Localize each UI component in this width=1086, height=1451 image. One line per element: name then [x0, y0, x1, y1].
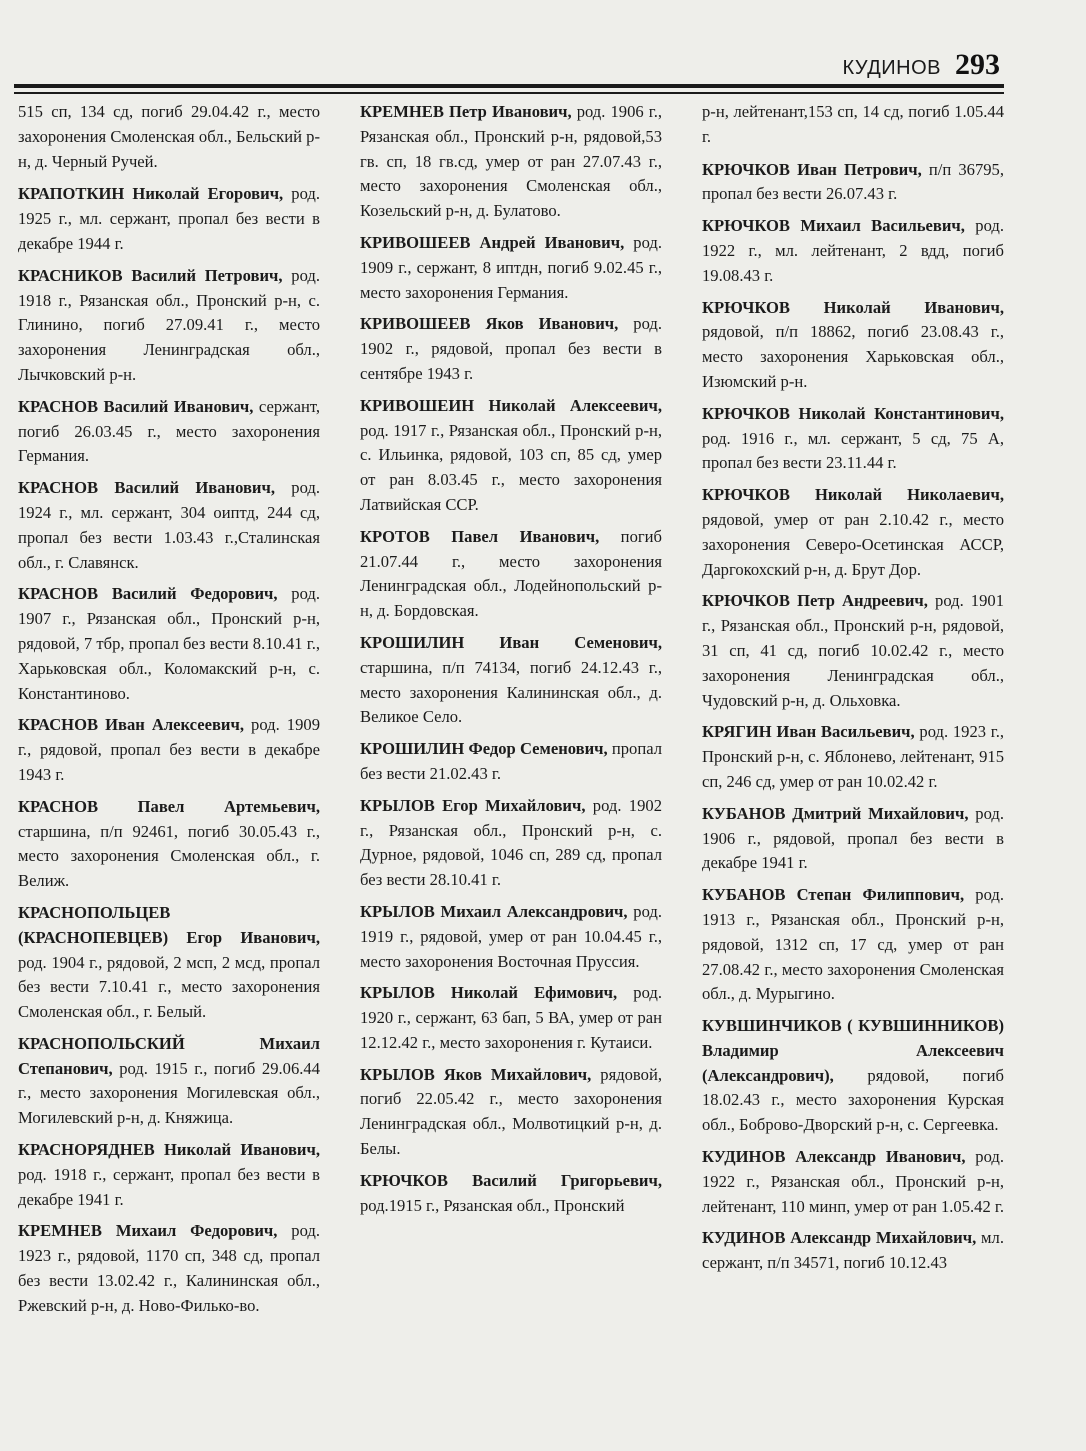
record-entry	[702, 402, 1004, 476]
record-details: род. 1923 г., рядовой, 1170 сп, 348 сд, пропал без вести 13.02.42 г., Калининская обл., Ржевский р-н, д. Ново-Филько-во.	[18, 1221, 320, 1315]
record-details: пропал без вести 21.02.43 г.	[360, 739, 663, 783]
record-details: род. 1925 г., мл. сержант, пропал без вести в декабре 1944 г.	[18, 184, 320, 253]
record-entry	[360, 900, 662, 974]
record-name: КРЮЧКОВ Михаил Васильевич,	[702, 216, 965, 236]
record-details: род. 1920 г., сержант, 63 бап, 5 ВА, умер от ран 12.12.42 г., место захоронения г. Кутаиси.	[360, 983, 663, 1052]
record-entry	[18, 713, 320, 787]
running-head-name: КУДИНОВ	[842, 57, 941, 79]
record-name: КРАСНОПОЛЬСКИЙ Михаил Степанович,	[18, 1033, 320, 1078]
record-details: род. 1916 г., мл. сержант, 5 сд, 75 А, пропал без вести 23.11.44 г.	[702, 428, 1004, 473]
record-name: КРОТОВ Павел Иванович,	[360, 526, 600, 546]
record-entry	[360, 794, 662, 893]
record-entry	[18, 582, 320, 706]
record-details: 515 сп, 134 сд, погиб 29.04.42 г., место захоронения Смоленская обл., Бельский р-н, д. Черный Ручей.	[18, 102, 320, 171]
record-entry	[702, 296, 1004, 395]
record-name: КРЮЧКОВ Николай Константинович,	[702, 403, 1004, 423]
record-entry	[702, 589, 1004, 713]
record-name: КРАСНОВ Василий Иванович,	[18, 396, 254, 416]
text-columns	[18, 100, 1006, 1430]
record-details: род. 1902 г., рядовой, пропал без вести в сентябре 1943 г.	[360, 314, 662, 383]
record-entry	[18, 901, 320, 1025]
column-3	[702, 100, 1004, 1430]
record-name: КРАСНОПОЛЬЦЕВ (КРАСНОПЕВЦЕВ) Егор Иванович,	[18, 902, 320, 947]
record-details: р-н, лейтенант,153 сп, 14 сд, погиб 1.05.44 г.	[702, 102, 1004, 146]
record-details: рядовой, п/п 18862, погиб 23.08.43 г., место захоронения Харьковская обл., Изюмский р-н.	[702, 322, 1004, 391]
record-details: род. 1922 г., мл. лейтенант, 2 вдд, погиб 19.08.43 г.	[702, 216, 1004, 285]
record-name: КРИВОШЕЕВ Андрей Иванович,	[360, 232, 625, 252]
record-name: КРАСНОРЯДНЕВ Николай Иванович,	[18, 1140, 320, 1160]
record-details: род. 1907 г., Рязанская обл., Пронский р-н, рядовой, 7 тбр, пропал без вести 8.10.41 г., Харьковская обл., Коломакский р-н, с. Константиново.	[18, 584, 320, 703]
record-details: род. 1918 г., сержант, пропал без вести в декабре 1941 г.	[18, 1164, 320, 1209]
record-entry	[18, 476, 320, 575]
record-details: род. 1917 г., Рязанская обл., Пронский р-н, с. Ильинка, рядовой, 103 сп, 85 сд, умер от ран 8.03.45 г., место захоронения Латвийская ССР.	[360, 420, 662, 514]
record-entry	[702, 720, 1004, 794]
record-entry	[360, 1063, 662, 1162]
record-name: КРОШИЛИН Иван Семенович,	[360, 632, 662, 652]
record-name: КРОШИЛИН Федор Семенович,	[360, 739, 608, 759]
column-1	[18, 100, 320, 1430]
record-details: род. 1906 г., рядовой, пропал без вести в декабре 1941 г.	[702, 803, 1004, 873]
record-entry	[702, 214, 1004, 288]
record-details: погиб 21.07.44 г., место захоронения Ленинградская обл., Лодейнопольский р-н, д. Бордовская.	[360, 526, 662, 621]
record-name: КРАСНОВ Иван Алексеевич,	[18, 715, 245, 735]
record-entry	[702, 883, 1004, 1007]
record-details: род. 1904 г., рядовой, 2 мсп, 2 мсд, пропал без вести 7.10.41 г., место захоронения Смоленская обл., г. Белый.	[18, 952, 320, 1022]
record-details: род. 1924 г., мл. сержант, 304 оиптд, 244 сд, пропал без вести 1.03.43 г.,Сталинская обл., г. Славянск.	[18, 478, 320, 572]
record-details: род. 1901 г., Рязанская обл., Пронский р-н, рядовой, 31 сп, 41 сд, погиб 10.02.42 г., место захоронения Ленинградская обл., Чудовский р-н, д. Ольховка.	[702, 591, 1004, 710]
record-entry	[360, 231, 662, 305]
record-details: род. 1922 г., Рязанская обл., Пронский р-н, лейтенант, 110 минп, умер от ран 1.05.42 г.	[702, 1147, 1005, 1216]
record-entry	[360, 525, 662, 624]
record-entry	[18, 1138, 320, 1212]
record-entry	[18, 1032, 320, 1131]
record-details: сержант, погиб 26.03.45 г., место захоронения Германия.	[18, 396, 320, 466]
record-name: КРЫЛОВ Михаил Александрович,	[360, 901, 628, 921]
record-details: старшина, п/п 92461, погиб 30.05.43 г., место захоронения Смоленская обл., г. Велиж.	[18, 821, 320, 891]
record-details: старшина, п/п 74134, погиб 24.12.43 г., место захоронения Калининская обл., д. Великое Село.	[360, 657, 662, 727]
record-details: п/п 36795, пропал без вести 26.07.43 г.	[702, 159, 1004, 204]
record-name: КУВШИНЧИКОВ ( КУВШИННИКОВ) Владимир Алексеевич (Александрович),	[702, 1016, 1004, 1085]
record-name: КРЮЧКОВ Петр Андреевич,	[702, 591, 928, 611]
record-entry	[360, 981, 662, 1055]
record-details: род. 1909 г., рядовой, пропал без вести в декабре 1943 г.	[18, 715, 320, 784]
record-details: рядовой, погиб 18.02.43 г., место захоронения Курская обл., Боброво-Дворский р-н, с. Сергеевка.	[702, 1065, 1004, 1135]
header-rule-thin	[14, 92, 1004, 94]
record-entry	[360, 312, 662, 386]
record-entry	[702, 1014, 1004, 1138]
record-entry	[360, 631, 662, 730]
record-entry	[18, 182, 320, 256]
record-name: КРЕМНЕВ Михаил Федорович,	[18, 1221, 278, 1241]
record-details: род. 1915 г., погиб 29.06.44 г., место захоронения Могилевская обл., Могилевский р-н, д. Княжица.	[18, 1058, 320, 1128]
running-head	[843, 48, 1000, 82]
record-name: КРАПОТКИН Николай Егорович,	[18, 184, 284, 204]
record-details: род. 1902 г., Рязанская обл., Пронский р-н, с. Дурное, рядовой, 1046 сп, 289 сд, пропал без вести 28.10.41 г.	[360, 795, 662, 890]
record-details: род. 1909 г., сержант, 8 иптдн, погиб 9.02.45 г., место захоронения Германия.	[360, 232, 662, 302]
record-name: КУБАНОВ Дмитрий Михайлович,	[702, 803, 969, 823]
record-name: КРАСНИКОВ Василий Петрович,	[18, 265, 283, 285]
record-name: КУДИНОВ Александр Михайлович,	[702, 1228, 977, 1248]
record-entry	[360, 394, 662, 518]
record-name: КРИВОШЕЕВ Яков Иванович,	[360, 314, 619, 334]
record-entry	[702, 802, 1004, 876]
record-entry	[360, 100, 662, 224]
record-entry	[18, 395, 320, 469]
record-continuation	[702, 100, 1004, 150]
record-name: КУДИНОВ Александр Иванович,	[702, 1147, 966, 1167]
record-name: КРЫЛОВ Николай Ефимович,	[360, 983, 618, 1003]
record-details: рядовой, погиб 22.05.42 г., место захоронения Ленинградская обл., Молвотицкий р-н, д. Белы.	[360, 1064, 662, 1159]
record-name: КРЮЧКОВ Иван Петрович,	[702, 159, 922, 179]
record-name: КРАСНОВ Павел Артемьевич,	[18, 796, 320, 816]
record-details: мл. сержант, п/п 34571, погиб 10.12.43	[702, 1228, 1004, 1273]
record-entry	[18, 264, 320, 388]
record-name: КРЮЧКОВ Николай Иванович,	[702, 297, 1004, 317]
record-details: рядовой, умер от ран 2.10.42 г., место захоронения Северо-Осетинская АССР, Даргокохский р-н, д. Брут Дор.	[702, 509, 1004, 579]
record-details: род. 1918 г., Рязанская обл., Пронский р-н, с. Глинино, погиб 27.09.41 г., место захоронения Ленинградская обл., Лычковский р-н.	[18, 265, 320, 384]
header-rule-thick	[14, 84, 1004, 88]
record-name: КУБАНОВ Степан Филиппович,	[702, 885, 965, 905]
record-details: род. 1923 г., Пронский р-н, с. Яблонево, лейтенант, 915 сп, 246 сд, умер от ран 10.02.42 г.	[702, 722, 1004, 791]
record-name: КРАСНОВ Василий Иванович,	[18, 478, 275, 498]
record-name: КРЯГИН Иван Васильевич,	[702, 722, 915, 742]
record-entry	[702, 1226, 1004, 1276]
record-entry	[18, 795, 320, 894]
record-entry	[360, 737, 662, 787]
record-details: род. 1906 г., Рязанская обл., Пронский р-н, рядовой,53 гв. сп, 18 гв.сд, умер от ран 27.07.43 г., место захоронения Смоленская обл., Козельский р-н, д. Булатово.	[360, 102, 662, 221]
record-details: род. 1913 г., Рязанская обл., Пронский р-н, рядовой, 1312 сп, 17 сд, умер от ран 27.08.42 г., место захоронения Смоленская обл., д. Мурыгино.	[702, 885, 1005, 1004]
record-entry	[702, 158, 1004, 208]
page-number: 293	[955, 48, 1000, 81]
record-continuation	[18, 100, 320, 174]
record-name: КРАСНОВ Василий Федорович,	[18, 584, 278, 604]
column-2	[360, 100, 662, 1430]
record-entry	[18, 1219, 320, 1318]
record-entry	[702, 1145, 1004, 1219]
record-details: род.1915 г., Рязанская обл., Пронский	[360, 1195, 625, 1215]
record-name: КРЫЛОВ Егор Михайлович,	[360, 795, 586, 815]
record-entry	[360, 1169, 662, 1219]
record-name: КРЕМНЕВ Петр Иванович,	[360, 102, 572, 121]
record-name: КРЮЧКОВ Николай Николаевич,	[702, 485, 1004, 505]
record-name: КРИВОШЕИН Николай Алексеевич,	[360, 395, 662, 415]
page-header	[0, 0, 1086, 110]
record-name: КРЫЛОВ Яков Михайлович,	[360, 1064, 592, 1084]
record-entry	[702, 483, 1004, 582]
record-details: род. 1919 г., рядовой, умер от ран 10.04.45 г., место захоронения Восточная Пруссия.	[360, 901, 662, 971]
record-name: КРЮЧКОВ Василий Григорьевич,	[360, 1170, 662, 1190]
